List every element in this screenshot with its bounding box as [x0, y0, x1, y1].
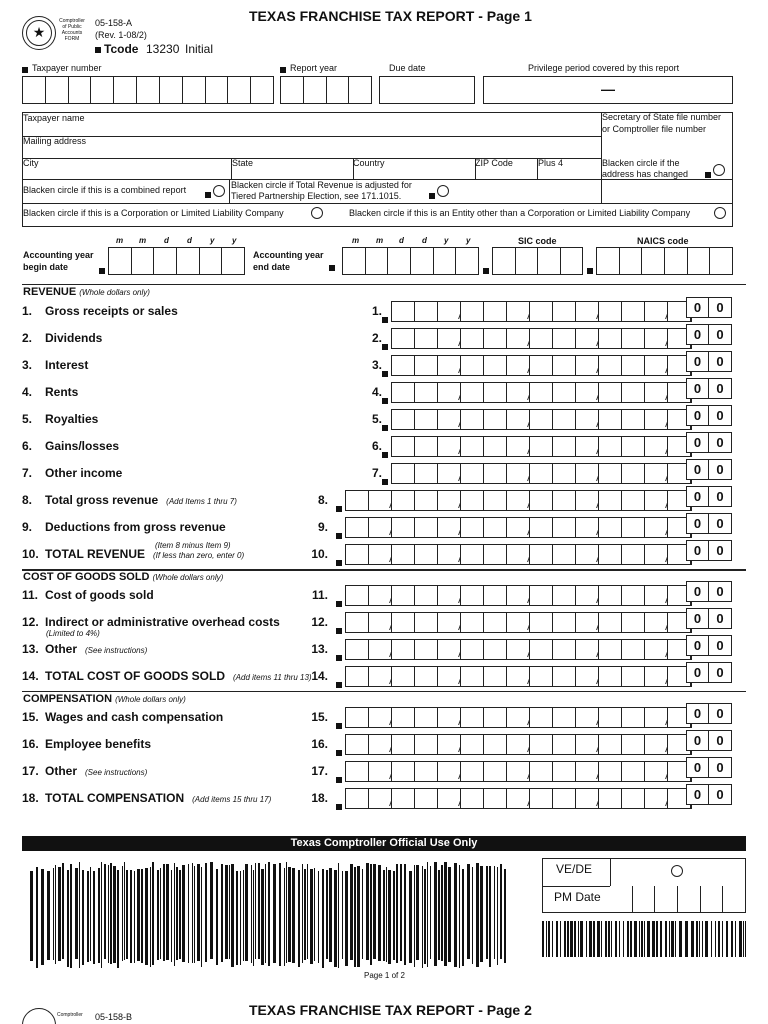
line-9-ref: 9. — [317, 520, 328, 534]
line-5-label: 5. Royalties — [22, 412, 99, 426]
line-7-amount-field[interactable] — [391, 463, 692, 484]
line-14-label: 14. TOTAL COST OF GOODS SOLD (Add items 11 thru 13) — [22, 669, 312, 683]
line-1-cents: 0 0 — [686, 297, 732, 318]
line-4-label: 4. Rents — [22, 385, 79, 399]
line-17-label: 17. Other (See instructions) — [22, 764, 148, 778]
line-1-ref: 1. — [371, 304, 382, 318]
cal-m2: m — [139, 236, 147, 245]
line-6-ref: 6. — [371, 439, 382, 453]
line-3-label: 3. Interest — [22, 358, 89, 372]
taxpayer-name-field[interactable] — [23, 122, 598, 135]
line-5-ref: 5. — [371, 412, 382, 426]
combined-report-label: Blacken circle if this is a combined report — [23, 185, 187, 195]
main-barcode — [30, 862, 506, 968]
report-year-field[interactable] — [280, 76, 372, 104]
line12-note: (Limited to 4%) — [46, 629, 100, 638]
country-label: Country — [353, 158, 385, 168]
line-3-cents: 0 0 — [686, 351, 732, 372]
line-13-label: 13. Other (See instructions) — [22, 642, 148, 656]
taxpayer-number-field[interactable] — [22, 76, 274, 104]
line-15-amount-field[interactable] — [345, 707, 692, 728]
cal-end-m1: m — [352, 236, 360, 245]
tcode-value: 13230 — [146, 42, 180, 56]
report-year-label: Report year — [290, 63, 338, 73]
line-8-cents: 0 0 — [686, 486, 732, 507]
line-15-label: 15. Wages and cash compensation — [22, 710, 224, 724]
line-5-amount-field[interactable] — [391, 409, 692, 430]
address-changed-label-2: address has changed — [602, 169, 689, 179]
line-13-amount-field[interactable] — [345, 639, 692, 660]
texas-seal — [22, 16, 56, 50]
line10-note: (Item 8 minus Item 9) — [155, 541, 231, 550]
line-4-amount-field[interactable] — [391, 382, 692, 403]
tiered-partnership-radio[interactable] — [437, 185, 449, 197]
line-16-cents: 0 0 — [686, 730, 732, 751]
line-18-cents: 0 0 — [686, 784, 732, 805]
cal-end-d2: d — [422, 236, 427, 245]
comp-section-title: COMPENSATION (Whole dollars only) — [23, 693, 186, 705]
other-entity-radio[interactable] — [714, 207, 726, 219]
pm-date-label: PM Date — [554, 890, 601, 904]
page-title: TEXAS FRANCHISE TAX REPORT - Page 1 — [249, 8, 532, 24]
address-changed-label-1: Blacken circle if the — [602, 158, 680, 168]
line-8-amount-field[interactable] — [345, 490, 692, 511]
plus4-label: Plus 4 — [538, 158, 564, 168]
cal-end-d1: d — [399, 236, 404, 245]
line-10-cents: 0 0 — [686, 540, 732, 561]
line-17-amount-field[interactable] — [345, 761, 692, 782]
line-17-cents: 0 0 — [686, 757, 732, 778]
line-6-amount-field[interactable] — [391, 436, 692, 457]
line-12-ref: 12. — [311, 615, 328, 629]
line-1-label: 1. Gross receipts or sales — [22, 304, 178, 318]
page2-comptroller: Comptroller — [57, 1012, 83, 1018]
page2-form-number: 05-158-B — [95, 1012, 133, 1022]
sos-file-label: Secretary of State file number — [602, 112, 722, 122]
line-4-ref: 4. — [371, 385, 382, 399]
line-9-label: 9. Deductions from gross revenue — [22, 520, 226, 534]
line-7-label: 7. Other income — [22, 466, 123, 480]
line-14-ref: 14. — [311, 669, 328, 683]
end-date-field[interactable] — [342, 247, 479, 275]
line-10-amount-field[interactable] — [345, 544, 692, 565]
line-7-cents: 0 0 — [686, 459, 732, 480]
cal-y2: y — [232, 236, 237, 245]
line-9-amount-field[interactable] — [345, 517, 692, 538]
cal-end-y1: y — [444, 236, 449, 245]
sic-code-field[interactable] — [492, 247, 583, 275]
naics-code-field[interactable] — [596, 247, 733, 275]
tcode-type: Initial — [185, 42, 214, 56]
line-3-amount-field[interactable] — [391, 355, 692, 376]
comptroller-logo-text: Comptroller of Public Accounts FORM — [59, 18, 85, 42]
city-label: City — [23, 158, 39, 168]
cal-m1: m — [116, 236, 124, 245]
privilege-period-dash: — — [601, 81, 615, 97]
state-label: State — [232, 158, 254, 168]
cal-y1: y — [210, 236, 215, 245]
privilege-period-label: Privilege period covered by this report — [528, 63, 680, 73]
due-date-field[interactable] — [379, 76, 475, 104]
combined-report-radio[interactable] — [213, 185, 225, 197]
line-12-label: 12. Indirect or administrative overhead costs — [22, 615, 280, 629]
line-15-ref: 15. — [311, 710, 328, 724]
line-15-cents: 0 0 — [686, 703, 732, 724]
official-use-banner: Texas Comptroller Official Use Only — [22, 836, 746, 851]
taxpayer-name-label: Taxpayer name — [23, 113, 85, 123]
privilege-period-field[interactable] — [483, 76, 733, 104]
form-revision: (Rev. 1-08/2) — [95, 30, 147, 40]
line-10-ref: 10. — [311, 547, 328, 561]
line-2-label: 2. Dividends — [22, 331, 103, 345]
line-11-ref: 11. — [311, 588, 328, 602]
line-11-amount-field[interactable] — [345, 585, 692, 606]
tcode-label: Tcode — [104, 42, 139, 56]
line-3-ref: 3. — [371, 358, 382, 372]
line-11-cents: 0 0 — [686, 581, 732, 602]
cal-d2: d — [187, 236, 192, 245]
line-13-cents: 0 0 — [686, 635, 732, 656]
line-8-label: 8. Total gross revenue (Add Items 1 thru 7) — [22, 493, 237, 507]
line-2-amount-field[interactable] — [391, 328, 692, 349]
line-2-ref: 2. — [371, 331, 382, 345]
line-17-ref: 17. — [311, 764, 328, 778]
line-13-ref: 13. — [311, 642, 328, 656]
line-1-amount-field[interactable] — [391, 301, 692, 322]
taxpayer-number-label: Taxpayer number — [32, 63, 102, 73]
revenue-section-title: REVENUE (Whole dollars only) — [23, 286, 150, 298]
small-barcode — [542, 921, 746, 957]
mailing-address-field[interactable] — [23, 145, 598, 157]
other-entity-label: Blacken circle if this is an Entity other than a Corporation or Limited Liability Company — [349, 208, 691, 218]
line-18-ref: 18. — [311, 791, 328, 805]
page2-title: TEXAS FRANCHISE TAX REPORT - Page 2 — [249, 1002, 532, 1018]
line-2-cents: 0 0 — [686, 324, 732, 345]
page-count: Page 1 of 2 — [364, 971, 405, 980]
tiered-label-2: Tiered Partnership Election, see 171.1015. — [231, 191, 402, 201]
line-4-cents: 0 0 — [686, 378, 732, 399]
line-16-amount-field[interactable] — [345, 734, 692, 755]
line-18-amount-field[interactable] — [345, 788, 692, 809]
end-date-label-1: Accounting year — [253, 250, 324, 260]
corporation-llc-radio[interactable] — [311, 207, 323, 219]
corporation-llc-label: Blacken circle if this is a Corporation or Limited Liability Company — [23, 208, 284, 218]
line-10-label: 10. TOTAL REVENUE (If less than zero, enter 0) — [22, 547, 245, 561]
due-date-label: Due date — [389, 63, 426, 73]
line-12-cents: 0 0 — [686, 608, 732, 629]
line-6-cents: 0 0 — [686, 432, 732, 453]
form-number: 05-158-A — [95, 18, 133, 28]
begin-date-field[interactable] — [108, 247, 245, 275]
seal-star-icon: ★ — [32, 24, 46, 40]
cogs-section-title: COST OF GOODS SOLD (Whole dollars only) — [23, 571, 224, 583]
end-date-label-2: end date — [253, 262, 291, 272]
cal-d1: d — [164, 236, 169, 245]
line-6-label: 6. Gains/losses — [22, 439, 120, 453]
line-16-ref: 16. — [311, 737, 328, 751]
line-7-ref: 7. — [371, 466, 382, 480]
begin-date-label-2: begin date — [23, 262, 69, 272]
zip-code-label: ZIP Code — [475, 158, 513, 168]
line-8-ref: 8. — [317, 493, 328, 507]
texas-seal-page2 — [22, 1008, 56, 1024]
line-16-label: 16. Employee benefits — [22, 737, 152, 751]
sic-code-label: SIC code — [518, 236, 557, 246]
cal-end-m2: m — [376, 236, 384, 245]
line-18-label: 18. TOTAL COMPENSATION (Add items 15 thru 17) — [22, 791, 272, 805]
line-14-amount-field[interactable] — [345, 666, 692, 687]
mailing-address-label: Mailing address — [23, 136, 87, 146]
line-9-cents: 0 0 — [686, 513, 732, 534]
line-12-amount-field[interactable] — [345, 612, 692, 633]
begin-date-label-1: Accounting year — [23, 250, 94, 260]
naics-code-label: NAICS code — [637, 236, 689, 246]
cal-end-y2: y — [466, 236, 471, 245]
vede-label: VE/DE — [556, 862, 593, 876]
comptroller-file-label: or Comptroller file number — [602, 124, 707, 134]
line-5-cents: 0 0 — [686, 405, 732, 426]
address-changed-radio[interactable] — [713, 164, 725, 176]
line-14-cents: 0 0 — [686, 662, 732, 683]
line-11-label: 11. Cost of goods sold — [22, 588, 154, 602]
tiered-label-1: Blacken circle if Total Revenue is adjusted for — [231, 180, 412, 190]
vede-radio[interactable] — [671, 865, 683, 877]
